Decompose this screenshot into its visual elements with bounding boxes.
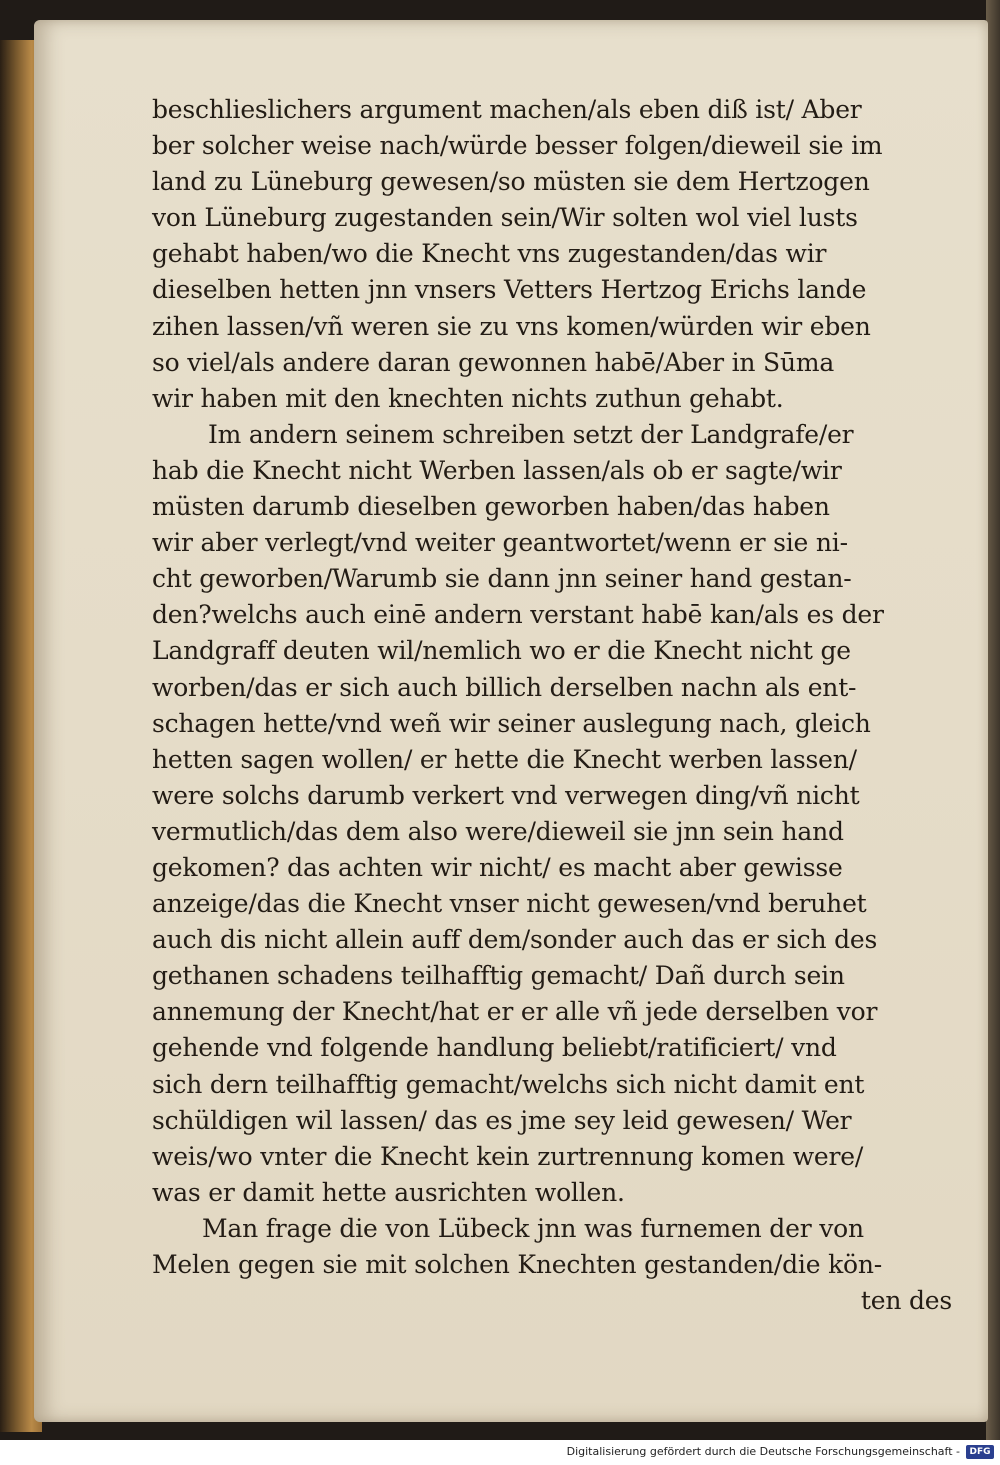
right-page-edge xyxy=(986,0,1000,1440)
text-line: ber solcher weise nach/würde besser folgen/dieweil sie im xyxy=(152,131,883,161)
text-line: müsten darumb dieselben geworben haben/das haben xyxy=(152,492,830,522)
text-line: gehende vnd folgende handlung beliebt/ratificiert/ vnd xyxy=(152,1033,837,1063)
text-line: schüldigen wil lassen/ das es jme sey leid gewesen/ Wer xyxy=(152,1105,852,1135)
text-line: hab die Knecht nicht Werben lassen/als ob er sagte/wir xyxy=(152,455,842,485)
text-line: schagen hette/vnd weñ wir seiner auslegung nach, gleich xyxy=(152,708,871,738)
paragraph-start-line: Im andern seinem schreiben setzt der Landgrafe/er xyxy=(208,419,854,449)
text-line: wir aber verlegt/vnd weiter geantwortet/wenn er sie ni- xyxy=(152,528,848,558)
text-block xyxy=(152,92,964,1319)
text-line: Landgraff deuten wil/nemlich wo er die Knecht nicht ge xyxy=(152,636,851,666)
text-line: dieselben hetten jnn vnsers Vetters Hertzog Erichs lande xyxy=(152,275,867,305)
catchword: ten des xyxy=(860,1286,952,1316)
text-line: land zu Lüneburg gewesen/so müsten sie dem Hertzogen xyxy=(152,167,870,197)
text-line: so viel/als andere daran gewonnen habē/Aber in Sūma xyxy=(152,347,835,377)
paragraph-start-line: Man frage die von Lübeck jnn was furnemen der von xyxy=(202,1213,864,1243)
text-line: was er damit hette ausrichten wollen. xyxy=(152,1177,625,1207)
text-line: annemung der Knecht/hat er er alle vñ jede derselben vor xyxy=(152,997,878,1027)
digitization-footer xyxy=(0,1440,1000,1465)
funding-notice: Digitalisierung gefördert durch die Deutsche Forschungsgemeinschaft - xyxy=(566,1445,960,1458)
text-line: cht geworben/Warumb sie dann jnn seiner hand gestan- xyxy=(152,564,852,594)
text-line: hetten sagen wollen/ er hette die Knecht werben lassen/ xyxy=(152,744,857,774)
text-line: vermutlich/das dem also were/dieweil sie jnn sein hand xyxy=(152,816,844,846)
text-line: auch dis nicht allein auff dem/sonder auch das er sich des xyxy=(152,925,878,955)
text-line: gethanen schadens teilhafftig gemacht/ Dañ durch sein xyxy=(152,961,845,991)
book-page xyxy=(34,20,988,1422)
text-line: den?welchs auch einē andern verstant habē kan/als es der xyxy=(152,600,884,630)
text-line: worben/das er sich auch billich derselben nachn als ent- xyxy=(152,672,857,702)
text-line: wir haben mit den knechten nichts zuthun gehabt. xyxy=(152,383,784,413)
text-line: von Lüneburg zugestanden sein/Wir solten wol viel lusts xyxy=(152,203,858,233)
text-line: Melen gegen sie mit solchen Knechten gestanden/die kön- xyxy=(152,1250,883,1279)
text-line: zihen lassen/vñ weren sie zu vns komen/würden wir eben xyxy=(152,311,871,341)
text-line: anzeige/das die Knecht vnser nicht gewesen/vnd beruhet xyxy=(152,889,867,919)
dfg-logo-icon: DFG xyxy=(966,1445,994,1459)
text-line: weis/wo vnter die Knecht kein zurtrennung komen were/ xyxy=(152,1141,864,1171)
text-line: sich dern teilhafftig gemacht/welchs sich nicht damit ent xyxy=(152,1069,865,1099)
text-line: gehabt haben/wo die Knecht vns zugestanden/das wir xyxy=(152,239,827,269)
text-line: gekomen? das achten wir nicht/ es macht aber gewisse xyxy=(152,852,843,882)
text-line: were solchs darumb verkert vnd verwegen ding/vñ nicht xyxy=(152,780,860,810)
text-line: beschlieslichers argument machen/als eben diß ist/ Aber xyxy=(152,95,862,124)
